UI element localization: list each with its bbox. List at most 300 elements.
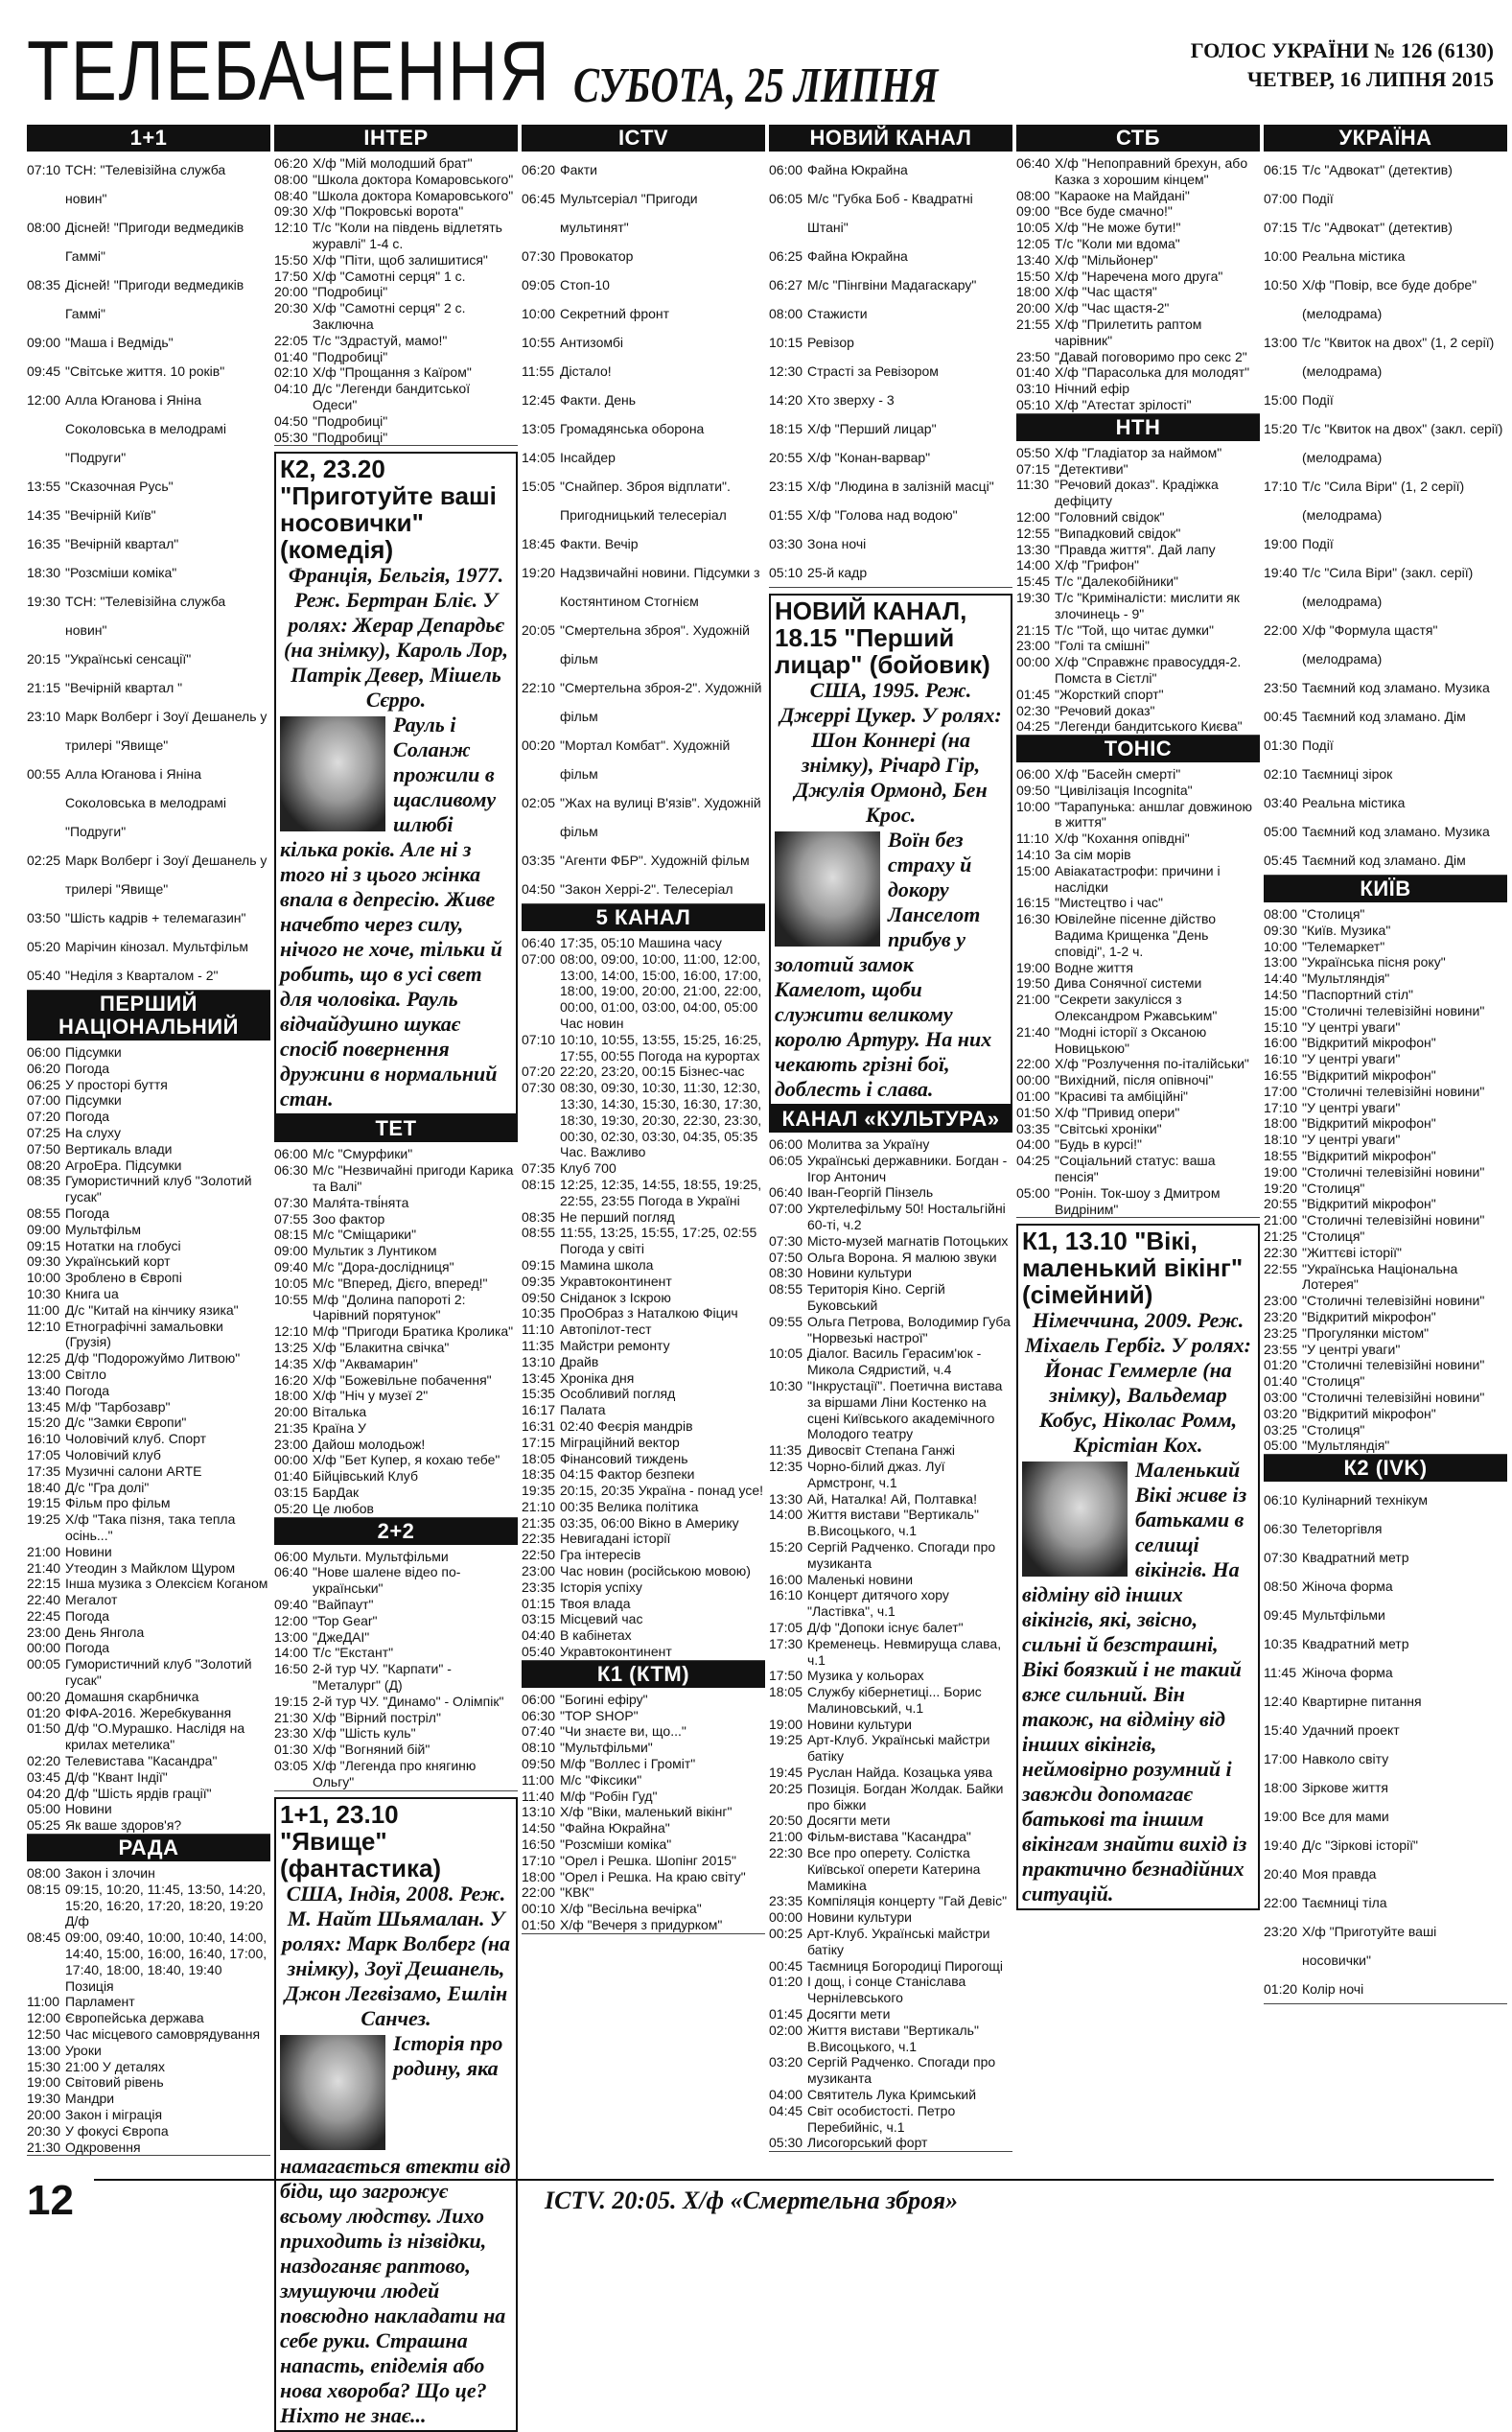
program-title: Зоо фактор [313,1210,385,1227]
program-title: ПроОбраз з Наталкою Фіцич [560,1305,738,1321]
program-time: 14:00 [1016,557,1051,573]
program-time: 21:00 [1016,992,1051,1008]
program-time: 10:15 [769,335,803,350]
program-row [522,1884,765,1901]
program-row [1264,1196,1507,1212]
program-time: 15:50 [1016,268,1051,284]
program-row [27,1399,270,1415]
program-title: Марк Волберг і Зоуї Дешанель у трилері "Явище" [65,709,268,753]
program-time: 20:55 [1264,1196,1298,1212]
highlight-synopsis: Воїн без страху й докору Ланселот прибув у золотий замок Камелот, щоби служити великому королю Артуру. На них чекають грізні бої, доблесть і слава. [775,828,992,1101]
program-time: 06:20 [522,162,556,177]
program-title: Навколо світу [1302,1751,1389,1767]
program-title: Новини культури [807,1265,912,1281]
program-row [769,1345,1012,1378]
program-time: 09:00 [27,335,61,350]
program-time: 15:30 [27,2058,61,2074]
film-highlight-lytsar [769,594,1012,1106]
program-title: Закон і злочин [65,1865,155,1882]
channel-ukraina [1264,125,1507,876]
program-title: "Тарапунька: аншлаг довжиною в життя" [1055,798,1252,830]
program-title: Все про оперету. Солістка Київської оперети Катерина Мамикіна [807,1845,981,1893]
program-title: Час новин (російською мовою) [560,1563,751,1579]
program-row [1016,542,1260,558]
program-row [274,1694,518,1710]
program-title: "Розсміши коміка" [65,565,177,580]
program-time: 21:00 [27,1543,61,1559]
program-time: 20:55 [769,450,803,465]
program-title: Х/ф "Весільна вечірка" [560,1901,702,1917]
program-time: 19:25 [27,1511,61,1528]
program-row [1264,1485,1507,1514]
program-title: Віталька [313,1404,367,1420]
program-title: Факти. День [560,392,637,408]
program-row [1264,1228,1507,1245]
program-row [522,951,765,1032]
program-row [769,1717,1012,1733]
program-title: Кулінарний технікум [1302,1492,1429,1508]
program-title: Мульти. Мультфільми [313,1548,449,1564]
program-time: 09:55 [769,1313,803,1329]
program-title: Марічин кінозал. Мультфільм [65,939,248,954]
program-row [274,1645,518,1661]
program-time: 15:20 [769,1538,803,1555]
program-title: Д/ф "Шість ярдів грації" [65,1785,212,1801]
program-row [27,529,270,558]
program-row [27,1786,270,1802]
program-title: Час місцевого самоврядування [65,2026,261,2043]
program-row [769,1136,1012,1153]
program-row [522,1723,765,1740]
program-title: Не перший погляд [560,1208,675,1225]
program-time: 07:25 [27,1124,61,1140]
program-time: 19:50 [1016,975,1051,992]
program-title: 25-й кадр [807,565,868,580]
program-row [27,1865,270,1882]
program-title: "Снайпер. Зброя відплати". Пригодницький телесеріал [560,479,731,523]
program-title: "Давай поговоримо про секс 2" [1055,348,1247,364]
program-row [27,1447,270,1463]
program-time: 03:35 [1016,1120,1051,1136]
program-time: 00:05 [27,1656,61,1672]
program-title: Новини культури [807,1716,912,1732]
program-title: Лисогорський форт [807,2135,928,2151]
program-time: 12:05 [1016,235,1051,251]
actor-photo [280,2035,385,2150]
program-title: Вертикаль влади [65,1140,173,1157]
program-row [1016,526,1260,542]
program-row [274,220,518,252]
channel-header: 2+2 [274,1518,518,1545]
program-row [522,846,765,875]
channel-inter [274,125,518,446]
program-time: 18:05 [769,1684,803,1700]
program-time: 06:25 [27,1076,61,1092]
program-time: 05:20 [27,939,61,954]
program-row [1016,863,1260,896]
program-row [27,1350,270,1367]
program-row [1016,477,1260,509]
program-list [522,155,765,903]
program-title: Факти. Вечір [560,536,639,551]
program-time: 09:50 [1016,782,1051,798]
program-title: "Прогулянки містом" [1302,1324,1430,1341]
program-row [522,1756,765,1772]
program-time: 09:40 [274,1258,309,1274]
highlight-credits: США, Індія, 2008. Реж. М. Найт Шьямалан. У ролях: Марк Волберг (на знімку), Зоуї Дешанель, Джон Легвізамо, Ешлін Санчез. [281,1881,511,2030]
program-time: 05:00 [1264,1438,1298,1454]
program-row [1016,445,1260,461]
program-row [522,1627,765,1644]
program-time: 00:45 [1264,709,1298,724]
program-time: 13:05 [522,421,556,436]
program-title: Сергій Радченко. Спогади про музиканта [807,1538,996,1571]
program-row [769,414,1012,443]
program-title: Т/с "Здрастуй, мамо!" [313,332,448,348]
program-title: Укравтоконтинент [560,1644,672,1660]
program-row [1016,381,1260,397]
program-title: "Шість кадрів + телемагазин" [65,910,246,925]
highlight-synopsis: Рауль і Соланж прожили в щасливому шлюбі кілька років. Але ні з того ні з цього жінка впала в депресію. Живе начебто через силу, нічого не хоче, тільки й робить, що в усі свет для чоловіка. Рауль відчайдушно шукає спосіб повернення дружини в нормальний стан. [280,713,502,1111]
program-row [27,1222,270,1238]
program-row [27,1109,270,1125]
program-list [1016,445,1260,735]
program-list [769,1136,1012,2151]
program-time: 20:15 [27,651,61,666]
program-row [27,386,270,472]
program-time: 01:50 [522,1917,556,1933]
program-time: 18:00 [1016,284,1051,300]
program-row [1264,1325,1507,1342]
program-row [27,1141,270,1158]
program-time: 05:00 [27,1801,61,1817]
channel-header: НОВИЙ КАНАЛ [769,125,1012,152]
program-time: 15:20 [1264,421,1298,436]
program-time: 07:30 [522,248,556,264]
program-row [27,1625,270,1641]
program-row [769,1153,1012,1185]
program-row [1016,461,1260,478]
program-time: 06:40 [769,1184,803,1201]
program-row [274,1437,518,1453]
program-time: 05:20 [274,1500,309,1516]
program-row [1264,1917,1507,1975]
program-time: 16:10 [1264,1051,1298,1067]
program-time: 10:05 [769,1345,803,1362]
program-row [769,357,1012,386]
channel-header: НТН [1016,414,1260,441]
program-row [522,673,765,731]
program-title: Автопілот-тест [560,1321,652,1338]
program-time: 22:10 [522,680,556,695]
program-row [522,472,765,529]
program-title: Х/ф "Повір, все буде добре" (мелодрама) [1302,277,1477,321]
program-row [522,1080,765,1160]
program-title: "Столиця" [1302,906,1365,922]
program-time: 13:45 [27,1398,61,1415]
program-time: 22:30 [769,1845,803,1861]
program-time: 22:00 [1264,1895,1298,1911]
program-time: 18:35 [522,1466,556,1483]
program-row [274,1597,518,1613]
program-list [274,155,518,445]
program-row [522,1563,765,1579]
program-time: 09:00 [274,1243,309,1259]
program-title: Ревізор [807,335,854,350]
program-row [522,1435,765,1451]
program-row [522,935,765,951]
page-footer [27,2177,1494,2225]
program-time: 16:55 [1264,1066,1298,1083]
program-row [522,1596,765,1612]
program-time: 01:45 [1016,686,1051,702]
program-title: Нотатки на глобусі [65,1237,181,1253]
program-title: Т/с "Коли ми вдома" [1055,235,1180,251]
program-title: Твоя влада [560,1595,631,1611]
program-row [769,1265,1012,1281]
program-row [274,1227,518,1243]
program-row [1264,817,1507,846]
program-row [522,1708,765,1724]
program-row [274,1501,518,1517]
program-title: Д/ф "О.Мурашко. Наслідя на крилах метелика" [65,1720,245,1753]
program-row [27,1415,270,1431]
program-title: Т/с "Криміналісти: мислити як злочинець - 9" [1055,589,1240,621]
program-time: 07:10 [522,1031,556,1047]
program-title: "Школа доктора Комаровського" [313,171,514,187]
program-row [274,333,518,349]
program-row [27,1608,270,1625]
program-time: 13:40 [27,1382,61,1398]
program-time: 11:55 [522,363,554,379]
program-title: Інсайдер [560,450,616,465]
program-title: "Подробиці" [313,412,388,429]
program-row [769,1378,1012,1442]
channel-header: РАДА [27,1835,270,1861]
program-row [522,1064,765,1080]
program-time: 03:50 [27,910,61,925]
program-title: Телевистава "Касандра" [65,1753,218,1769]
program-row [1016,992,1260,1024]
program-time: 08:00 [769,306,803,321]
program-time: 17:50 [274,268,309,284]
film-highlight-k2 [274,452,518,1115]
program-row [522,1402,765,1418]
program-row [1264,1744,1507,1773]
program-title: Х/ф "Блакитна свічка" [313,1339,450,1355]
program-time: 18:05 [522,1450,556,1466]
program-title: "Столиця" [1302,1421,1365,1438]
program-title: Закон і міграція [65,2107,163,2122]
program-row [274,1195,518,1211]
program-row [769,443,1012,472]
program-time: 13:45 [522,1369,556,1386]
program-title: Позиція. Богдан Жолдак. Байки про біжки [807,1780,1004,1812]
program-title: Дісней! "Пригоди ведмедиків Гаммі" [65,220,244,264]
program-title: Український корт [65,1253,171,1270]
program-title: "Файна Юкрайна" [560,1820,670,1836]
program-time: 17:10 [1264,1099,1298,1115]
program-title: Історія успіху [560,1578,642,1595]
program-time: 07:55 [274,1210,309,1227]
program-time: 16:50 [522,1836,556,1853]
program-time: 23:00 [522,1563,556,1579]
channel-header: КИЇВ [1264,876,1507,902]
program-title: Х/ф "Самотні серця" 1 с. [313,268,466,284]
program-title: Світ особистості. Петро Перебийніс, ч.1 [807,2102,956,2135]
program-row [27,1463,270,1480]
program-time: 03:00 [1264,1389,1298,1405]
column-6 [1264,125,1507,2004]
program-title: М/ф "Робін Гуд" [560,1788,658,1804]
program-title: Як ваше здоров'я? [65,1817,182,1834]
program-time: 01:40 [274,348,309,364]
program-row [27,2043,270,2059]
program-time: 02:05 [522,795,556,810]
program-title: Х/ф "Вечеря з придурком" [560,1917,723,1933]
program-title: "Відкритий мікрофон" [1302,1066,1436,1083]
program-row [1016,300,1260,316]
program-title: Чорно-білий джаз. Луї Армстронг, ч.1 [807,1458,945,1490]
program-time: 08:15 [274,1227,309,1243]
program-time: 19:15 [27,1495,61,1511]
program-title: Діалог. Василь Герасим'юк - Микола Сядристий, ч.4 [807,1345,982,1378]
program-row [27,903,270,932]
program-title: Події [1302,392,1334,408]
program-title: Українські державники. Богдан - Ігор Антонич [807,1152,1008,1184]
program-row [769,2135,1012,2151]
program-title: Дива Сонячної системи [1055,975,1202,992]
program-row [27,2140,270,2156]
program-row [769,386,1012,414]
program-time: 06:10 [1264,1492,1298,1508]
program-time: 13:00 [274,1628,309,1645]
program-title: Дісней! "Пригоди ведмедиків Гаммі" [65,277,244,321]
program-title: Територія Кіно. Сергій Буковський [807,1281,945,1313]
program-row [769,328,1012,357]
program-time: 06:05 [769,1152,803,1168]
program-time: 12:00 [27,392,61,408]
program-row [1264,788,1507,817]
program-title: Х/ф "Час щастя" [1055,284,1157,300]
program-row [1264,1888,1507,1917]
program-title: "Київ. Музика" [1302,922,1391,938]
program-title: Погода [65,1382,110,1398]
program-title: Підсумки [65,1092,122,1109]
program-time: 01:55 [769,507,803,523]
program-row [1264,270,1507,328]
program-time: 00:45 [769,1957,803,1974]
program-time: 14:00 [274,1645,309,1661]
program-time: 07:40 [522,1723,556,1740]
program-list [27,1044,270,1834]
program-row [27,1801,270,1817]
program-row [769,1281,1012,1314]
program-time: 09:00 [1016,203,1051,220]
program-title: АгроЕра. Підсумки [65,1157,182,1173]
program-time: 10:00 [27,1270,61,1286]
program-time: 08:30 [769,1265,803,1281]
program-time: 05:10 [1016,396,1051,412]
program-title: М/ф "Пригоди Братика Кролика" [313,1323,514,1340]
program-time: 01:20 [27,1704,61,1720]
program-time: 18:00 [274,1388,309,1404]
program-time: 01:20 [1264,1981,1298,1998]
program-row [522,155,765,184]
program-time: 10:35 [522,1305,556,1321]
program-title: "Мультляндія" [1302,970,1390,987]
program-title: "ТОР SHOP" [560,1707,639,1723]
program-title: Дістало! [560,363,612,379]
program-title: ФІФА-2016. Жеребкування [65,1704,232,1720]
program-time: 02:10 [1264,766,1298,782]
program-row [522,1338,765,1354]
program-time: 13:30 [769,1490,803,1507]
program-time: 10:30 [27,1285,61,1301]
program-title: Х/ф "Легенда про княгиню Ольгу" [313,1758,477,1789]
program-time: 01:45 [769,2006,803,2023]
program-row [1264,1100,1507,1116]
program-title: "Ронін. Ток-шоу з Дмитром Видріним" [1055,1184,1221,1217]
program-time: 09:15 [27,1237,61,1253]
program-row [1016,799,1260,831]
program-title: "Головний свідок" [1055,508,1165,525]
channel-5kanal [522,904,765,1661]
program-title: "Маша і Ведмідь" [65,335,174,350]
program-row [27,155,270,213]
program-time: 06:20 [27,1060,61,1076]
program-row [522,1853,765,1869]
program-row [1264,1831,1507,1859]
program-time: 19:20 [522,565,556,580]
program-time: 19:40 [1264,1837,1298,1854]
program-row [274,284,518,300]
program-title: "Столичні телевізійні новини" [1302,1212,1485,1228]
program-row [769,1926,1012,1958]
program-title: Стоп-10 [560,277,610,292]
program-time: 17:05 [769,1619,803,1635]
program-title: Т/с "Сила Віри" (1, 2 серії) (мелодрама) [1302,479,1465,523]
program-time: 17:10 [1264,479,1298,494]
program-time: 04:25 [1016,718,1051,735]
program-title: Арт-Клуб. Українські майстри батіку [807,1926,990,1957]
program-time: 07:10 [27,162,61,177]
program-time: 16:15 [1016,895,1051,911]
program-row [27,1061,270,1077]
program-title: "Правда життя". Дай лапу [1055,541,1216,557]
channel-header: УКРАЇНА [1264,125,1507,152]
program-time: 22:00 [1016,1056,1051,1072]
program-time: 21:40 [1016,1023,1051,1040]
program-row [27,2091,270,2107]
masthead [27,23,1494,118]
program-row [1016,557,1260,573]
program-title: Європейська держава [65,2010,204,2026]
program-time: 18:00 [522,1868,556,1884]
program-title: Маленькі новини [807,1571,914,1587]
program-time: 07:35 [522,1160,556,1177]
program-title: Х/ф "Мільйонер" [1055,251,1158,268]
program-time: 06:00 [274,1548,309,1564]
program-title: "Голі та смішні" [1055,638,1150,654]
program-time: 20:00 [274,284,309,300]
program-row [27,1367,270,1383]
program-title: Ольга Ворона. Я малюю звуки [807,1249,997,1265]
program-title: Д/с "Китай на кінчику язика" [65,1301,239,1318]
program-title: "Телемаркет" [1302,938,1385,954]
program-title: Дивосвіт Степана Ганжі [807,1442,955,1459]
program-time: 09:45 [27,363,61,379]
